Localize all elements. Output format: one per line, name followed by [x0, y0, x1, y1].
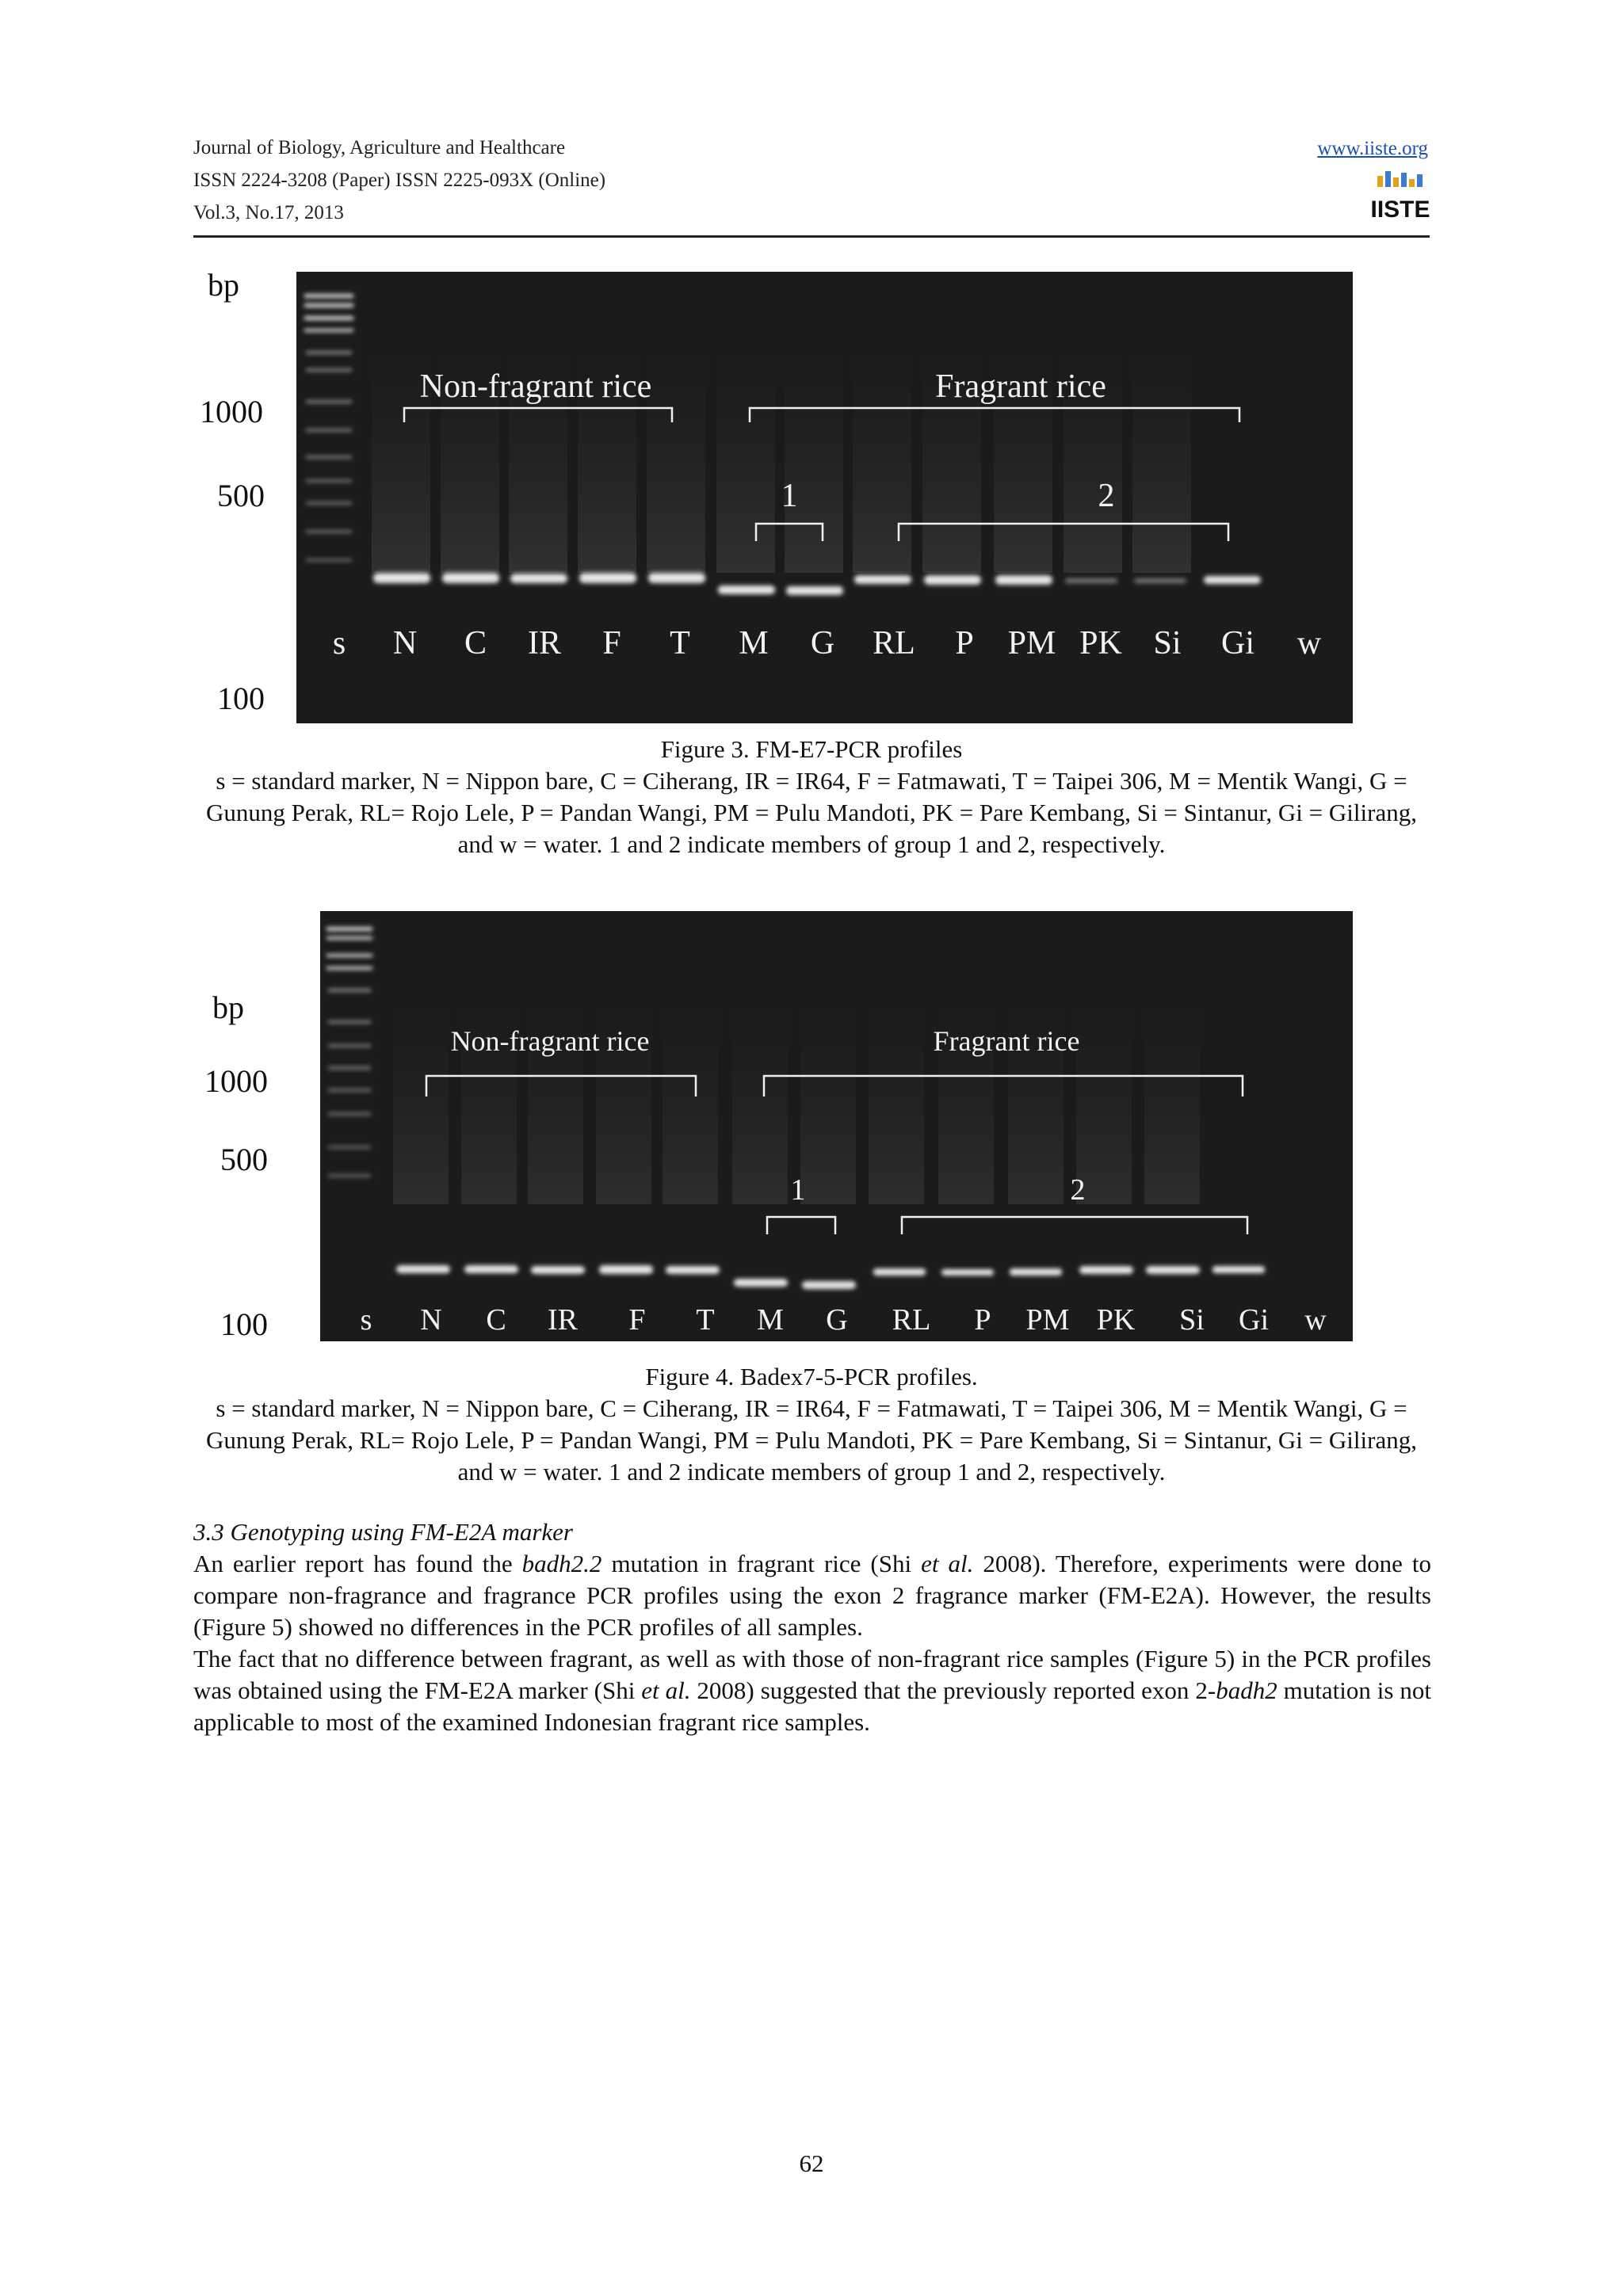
fig3-subgroup-2: 2 [1098, 478, 1115, 514]
fig4-lane-label: Si [1179, 1303, 1205, 1337]
p2-text-b: 2008) suggested that the previously reported exon 2- [690, 1676, 1216, 1704]
section-3-3 [193, 1516, 1431, 1738]
fig3-marker-500: 500 [217, 478, 265, 513]
fig3-lane-label: T [670, 625, 690, 662]
fig4-lane-label: PM [1025, 1303, 1070, 1337]
fig4-title: Figure 4. Badex7-5-PCR profiles. [645, 1363, 978, 1390]
p2-text-c: mutation is not applicable to most of the examined Indonesian fragrant rice samples. [193, 1676, 1432, 1736]
fig4-marker-1000: 1000 [204, 1063, 268, 1099]
fig4-subgroup-2: 2 [1070, 1173, 1086, 1207]
journal-name: Journal of Biology, Agriculture and Healthcare [193, 137, 566, 158]
fig4-lane-label: IR [548, 1303, 578, 1337]
fig3-marker-1000: 1000 [200, 394, 263, 429]
fig3-group-fragrant: Fragrant rice [935, 368, 1106, 405]
issn-line: ISSN 2224-3208 (Paper) ISSN 2225-093X (Online) [193, 170, 606, 191]
fig3-lane-label: C [464, 625, 487, 662]
fig3-lane-label: s [332, 625, 346, 662]
fig4-lane-label: P [974, 1303, 991, 1337]
p1-text-c: 2008). Therefore, experiments were done to compare non-fragrance and fragrance PCR profiles using the exon 2 fragrance marker (FM-E2A). However, the results (Figure 5) showed no differences in the PCR profiles of all samples. [193, 1550, 1431, 1641]
fig3-lane-label: PK [1079, 625, 1122, 662]
fig3-lane-label: P [955, 625, 974, 662]
paragraph-2 [193, 1643, 1431, 1738]
fig4-subgroup-1: 1 [790, 1173, 806, 1207]
fig3-marker-100: 100 [217, 681, 265, 716]
fig4-group-nonfragrant: Non-fragrant rice [450, 1025, 650, 1057]
page-number: 62 [799, 2149, 824, 2177]
fig3-lane-label: M [739, 625, 769, 662]
fig4-lane-label: N [420, 1303, 442, 1337]
fig3-legend: s = standard marker, N = Nippon bare, C = Ciherang, IR = IR64, F = Fatmawati, T = Taipei 306, M = Mentik Wangi, G = Gunung Perak, RL= Rojo Lele, P = Pandan Wangi, PM = Pulu Mandoti, PK = Pare Kembang, Si = Sintanur, Gi = Gilirang, and w = water. 1 and 2 indicate members of group 1 and 2, respectively. [206, 767, 1417, 858]
fig4-lane-label: C [486, 1303, 506, 1337]
fig4-group-fragrant: Fragrant rice [933, 1025, 1080, 1057]
fig4-lane-label: M [757, 1303, 784, 1337]
fig4-marker-100: 100 [220, 1306, 268, 1342]
fig3-bp-label: bp [208, 267, 239, 303]
fig4-legend: s = standard marker, N = Nippon bare, C = Ciherang, IR = IR64, F = Fatmawati, T = Taipei 306, M = Mentik Wangi, G = Gunung Perak, RL= Rojo Lele, P = Pandan Wangi, PM = Pulu Mandoti, PK = Pare Kembang, Si = Sintanur, Gi = Gilirang, and w = water. 1 and 2 indicate members of group 1 and 2, respectively. [206, 1394, 1417, 1486]
iiste-logo [1370, 168, 1430, 223]
p1-text-b: mutation in fragrant rice (Shi [601, 1550, 922, 1577]
fig4-lane-label: w [1304, 1303, 1327, 1337]
p1-gene-name: badh2.2 [521, 1550, 602, 1577]
fig3-lane-label: F [602, 625, 621, 662]
section-title: 3.3 Genotyping using FM-E2A marker [193, 1518, 573, 1546]
fig4-marker-500: 500 [220, 1142, 268, 1177]
fig3-lane-label: RL [873, 625, 915, 662]
fig4-lane-label: T [696, 1303, 715, 1337]
p2-gene-name: badh2 [1216, 1676, 1277, 1704]
journal-url-link[interactable]: www.iiste.org [1317, 138, 1428, 159]
fig3-subgroup-1: 1 [781, 478, 798, 514]
fig3-group-nonfragrant: Non-fragrant rice [419, 368, 652, 405]
fig4-lane-label: s [360, 1303, 372, 1337]
fig3-lane-label: Si [1153, 625, 1182, 662]
fig3-title: Figure 3. FM-E7-PCR profiles [660, 735, 963, 763]
fig4-bp-label: bp [212, 990, 244, 1025]
fig3-ladder [304, 294, 353, 562]
header-rule [193, 235, 1430, 238]
fig3-lane-label: G [810, 625, 835, 662]
fig4-lane-label: Gi [1239, 1303, 1269, 1337]
p1-etal: et al. [921, 1550, 974, 1577]
fig3-lane-label: w [1296, 625, 1322, 662]
fig4-bands [396, 1265, 1265, 1289]
volume-line: Vol.3, No.17, 2013 [193, 202, 344, 223]
fig3-lane-label: IR [528, 625, 561, 662]
p1-text-a: An earlier report has found the [193, 1550, 522, 1577]
fig3-bands [373, 573, 1261, 595]
fig4-ladder [327, 927, 372, 1177]
fig3-lane-label: PM [1007, 625, 1056, 662]
fig4-lane-label: PK [1096, 1303, 1136, 1337]
p2-etal: et al. [641, 1676, 691, 1704]
logo-text: IISTE [1370, 196, 1430, 223]
paragraph-1 [193, 1548, 1431, 1643]
p2-text-a: The fact that no difference between fragrant, as well as with those of non-fragrant rice samples (Figure 5) in the PCR profiles was obtained using the FM-E2A marker (Shi [193, 1645, 1431, 1704]
fig3-lane-label: N [392, 625, 418, 662]
fig4-lane-label: G [826, 1303, 848, 1337]
fig3-gel-image [296, 272, 1353, 723]
fig4-lane-label: RL [892, 1303, 931, 1337]
fig3-lane-label: Gi [1221, 625, 1254, 662]
fig4-gel-image [320, 911, 1353, 1341]
fig4-lane-label: F [628, 1303, 646, 1337]
